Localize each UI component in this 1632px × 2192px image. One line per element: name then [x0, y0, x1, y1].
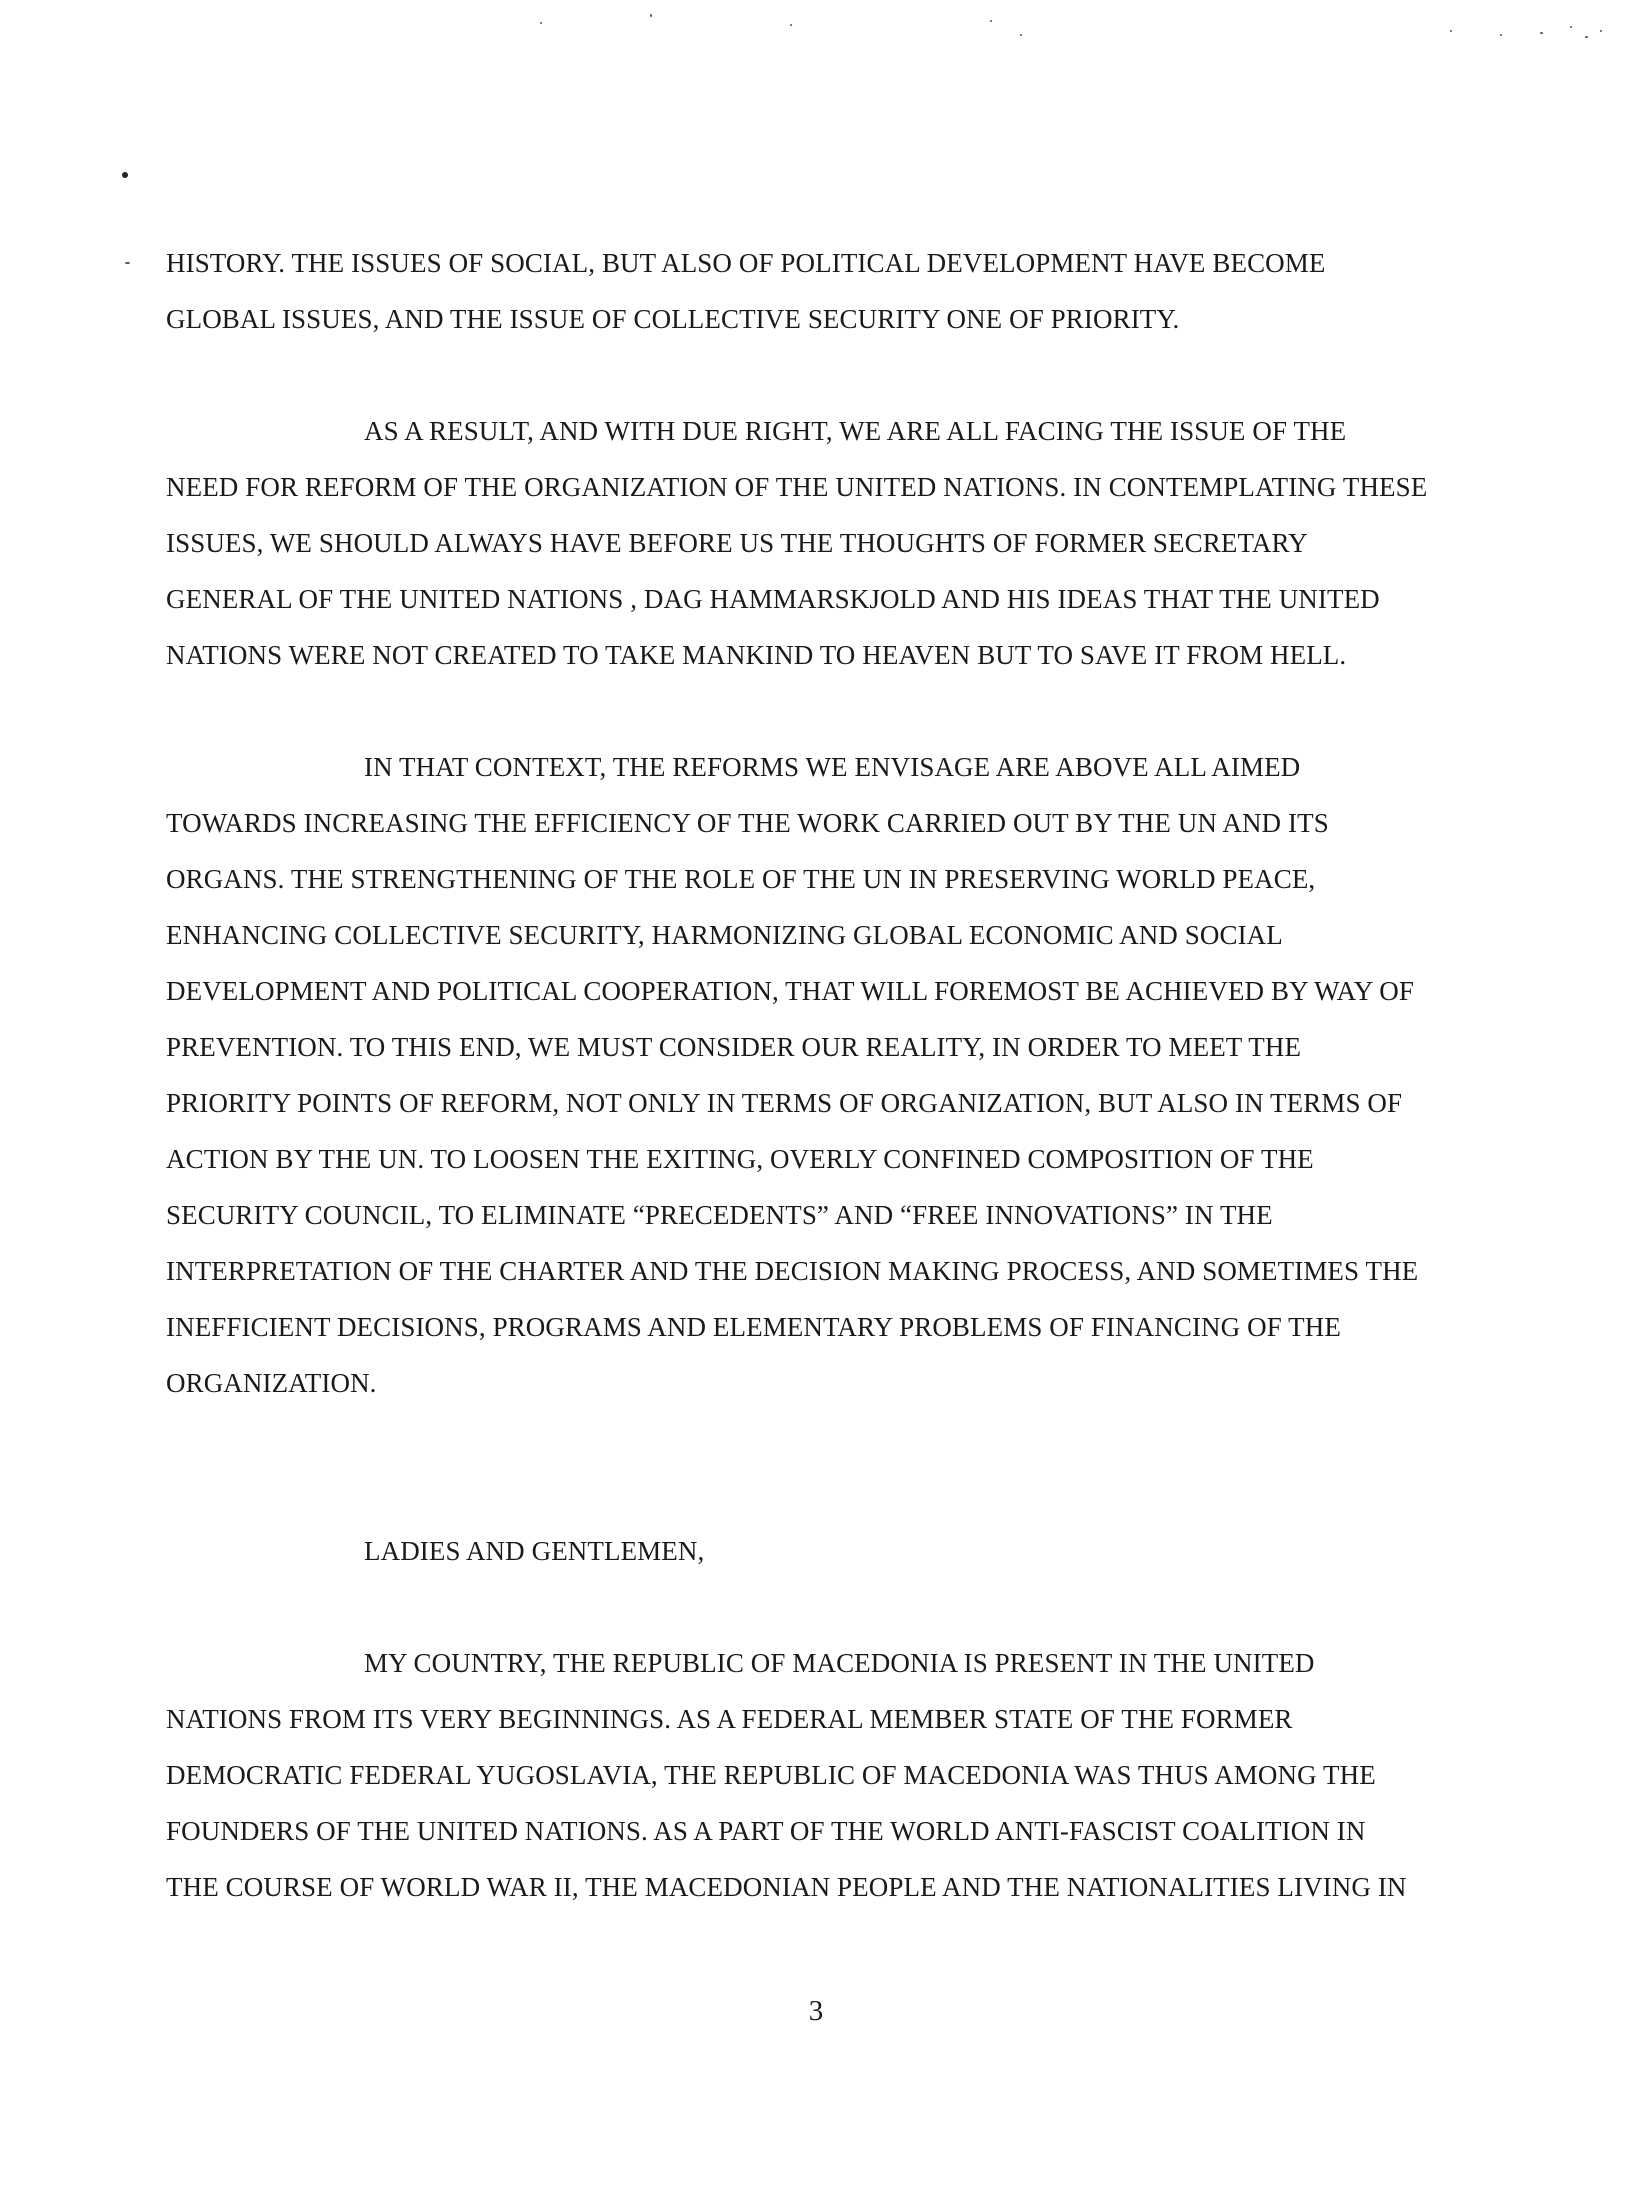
text-line: NATIONS WERE NOT CREATED TO TAKE MANKIND TO HEAVEN BUT TO SAVE IT FROM HELL.: [166, 640, 1347, 670]
text-line: HISTORY. THE ISSUES OF SOCIAL, BUT ALSO OF POLITICAL DEVELOPMENT HAVE BECOME: [166, 248, 1326, 278]
page-number: 3: [808, 1995, 824, 2027]
scan-speck: [1450, 30, 1452, 32]
text-line: IN THAT CONTEXT, THE REFORMS WE ENVISAGE ARE ABOVE ALL AIMED: [364, 752, 1301, 782]
scan-speck: [1570, 26, 1572, 28]
text-line: FOUNDERS OF THE UNITED NATIONS. AS A PART OF THE WORLD ANTI-FASCIST COALITION IN: [166, 1816, 1366, 1846]
text-line: TOWARDS INCREASING THE EFFICIENCY OF THE WORK CARRIED OUT BY THE UN AND ITS: [166, 808, 1329, 838]
text-line: ACTION BY THE UN. TO LOOSEN THE EXITING, OVERLY CONFINED COMPOSITION OF THE: [166, 1144, 1314, 1174]
scan-speck: [1600, 30, 1602, 32]
text-line: SECURITY COUNCIL, TO ELIMINATE “PRECEDENTS” AND “FREE INNOVATIONS” IN THE: [166, 1200, 1273, 1230]
text-line: DEVELOPMENT AND POLITICAL COOPERATION, THAT WILL FOREMOST BE ACHIEVED BY WAY OF: [166, 976, 1414, 1006]
salutation: LADIES AND GENTLEMEN,: [364, 1536, 705, 1566]
text-line: DEMOCRATIC FEDERAL YUGOSLAVIA, THE REPUBLIC OF MACEDONIA WAS THUS AMONG THE: [166, 1760, 1376, 1790]
scan-speck: [1540, 32, 1543, 34]
text-line: INEFFICIENT DECISIONS, PROGRAMS AND ELEMENTARY PROBLEMS OF FINANCING OF THE: [166, 1312, 1341, 1342]
text-line: GENERAL OF THE UNITED NATIONS , DAG HAMMARSKJOLD AND HIS IDEAS THAT THE UNITED: [166, 584, 1380, 614]
text-line: AS A RESULT, AND WITH DUE RIGHT, WE ARE ALL FACING THE ISSUE OF THE: [364, 416, 1347, 446]
text-line: THE COURSE OF WORLD WAR II, THE MACEDONIAN PEOPLE AND THE NATIONALITIES LIVING IN: [166, 1872, 1407, 1902]
scan-speck: [1585, 36, 1588, 38]
scan-speck: [1500, 34, 1502, 36]
text-line: NEED FOR REFORM OF THE ORGANIZATION OF THE UNITED NATIONS. IN CONTEMPLATING THESE: [166, 472, 1428, 502]
text-line: ENHANCING COLLECTIVE SECURITY, HARMONIZING GLOBAL ECONOMIC AND SOCIAL: [166, 920, 1283, 950]
text-line: ORGANIZATION.: [166, 1368, 377, 1398]
scan-speck: [125, 262, 130, 264]
text-line: ISSUES, WE SHOULD ALWAYS HAVE BEFORE US THE THOUGHTS OF FORMER SECRETARY: [166, 528, 1308, 558]
scan-speck: [790, 24, 792, 26]
scan-speck: [650, 14, 652, 17]
scan-speck: [540, 22, 542, 24]
text-line: PRIORITY POINTS OF REFORM, NOT ONLY IN TERMS OF ORGANIZATION, BUT ALSO IN TERMS OF: [166, 1088, 1403, 1118]
text-line: GLOBAL ISSUES, AND THE ISSUE OF COLLECTIVE SECURITY ONE OF PRIORITY.: [166, 304, 1180, 334]
text-line: NATIONS FROM ITS VERY BEGINNINGS. AS A FEDERAL MEMBER STATE OF THE FORMER: [166, 1704, 1293, 1734]
text-line: INTERPRETATION OF THE CHARTER AND THE DECISION MAKING PROCESS, AND SOMETIMES THE: [166, 1256, 1419, 1286]
scan-speck: [122, 172, 128, 178]
scan-speck: [990, 20, 992, 22]
text-line: ORGANS. THE STRENGTHENING OF THE ROLE OF THE UN IN PRESERVING WORLD PEACE,: [166, 864, 1316, 894]
text-line: PREVENTION. TO THIS END, WE MUST CONSIDER OUR REALITY, IN ORDER TO MEET THE: [166, 1032, 1302, 1062]
scan-speck: [1020, 34, 1022, 36]
text-line: MY COUNTRY, THE REPUBLIC OF MACEDONIA IS PRESENT IN THE UNITED: [364, 1648, 1315, 1678]
